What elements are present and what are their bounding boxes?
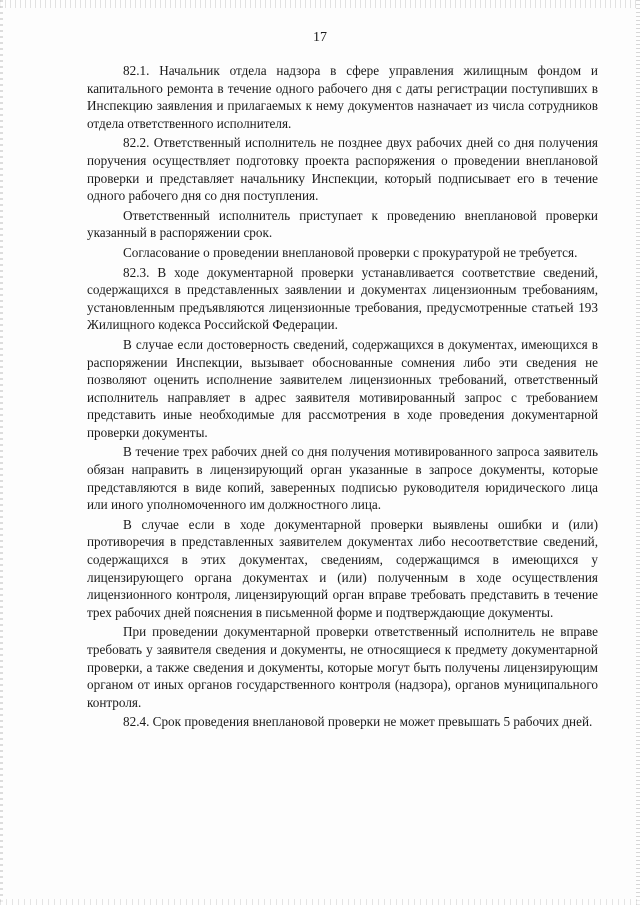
paragraph-not-entitled: При проведении документарной проверки ответственный исполнитель не вправе требовать у заявителя сведения и документы, не относящиеся к предмету документарной проверки, а также сведения и документы, которые могут быть получены лицензирующим органом от иных органов государственного контроля (надзора), органов муниципального контроля. — [87, 624, 598, 710]
paragraph-82-4: 82.4. Срок проведения внеплановой проверки не может превышать 5 рабочих дней. — [123, 714, 593, 730]
paragraph-82-1: 82.1. Начальник отдела надзора в сфере управления жилищным фондом и капитального ремонта в течение одного рабочего дня с даты регистрации поступивших в Инспекцию заявления и прилагаемых к нему документов назначает из числа сотрудников отдела ответственного исполнителя. — [87, 63, 598, 131]
scan-edge-bottom — [0, 899, 640, 905]
paragraph-three-days: В течение трех рабочих дней со дня получения мотивированного запроса заявитель обязан направить в лицензирующий орган указанные в запросе документы, которые представляются в виде копий, заверенных подписью руководителя юридического лица или иного уполномоченного им должностного лица. — [87, 444, 598, 513]
paragraph-errors: В случае если в ходе документарной проверки выявлены ошибки и (или) противоречия в представленных заявителем документах либо несоответствие сведений, содержащихся в этих документах, сведениям, содержащимся в имеющихся у лицензирующего органа документах и (или) полученным в ходе осуществления лицензионного контроля, лицензирующий орган вправе требовать представить в течение трех рабочих дней пояснения в письменной форме и подтверждающие документы. — [87, 516, 598, 620]
paragraph-82-2: 82.2. Ответственный исполнитель не позднее двух рабочих дней со дня получения поручения осуществляет подготовку проекта распоряжения о проведении внеплановой проверки и представляет начальнику Инспекции, который подписывает его в течение одного рабочего дня со дня поступления. — [87, 135, 598, 204]
scan-edge-left — [0, 0, 3, 905]
paragraph-no-approval: Согласование о проведении внеплановой проверки с прокуратурой не требуется. — [123, 244, 578, 260]
scan-edge-right — [636, 0, 640, 905]
document-body — [87, 62, 598, 733]
paragraph-executor-starts: Ответственный исполнитель приступает к проведению внеплановой проверки указанный в распоряжении срок. — [87, 207, 598, 241]
paragraph-82-3: 82.3. В ходе документарной проверки устанавливается соответствие сведений, содержащихся в представленных заявлении и документах лицензионным требованиям, установленным предъявляются лицензионные требования, предусмотренные статьей 193 Жилищного кодекса Российской Федерации. — [87, 264, 598, 333]
scan-edge-top — [0, 0, 640, 8]
paragraph-doubtful-info: В случае если достоверность сведений, содержащихся в документах, имеющихся в распоряжении Инспекции, вызывает обоснованные сомнения либо эти сведения не позволяют оценить исполнение заявителем лицензионных требований, ответственный исполнитель направляет в адрес заявителя мотивированный запрос с требованием представить иные необходимые для рассмотрения в ходе проведения документарной проверки документы. — [87, 336, 598, 440]
page-number: 17 — [313, 30, 327, 45]
